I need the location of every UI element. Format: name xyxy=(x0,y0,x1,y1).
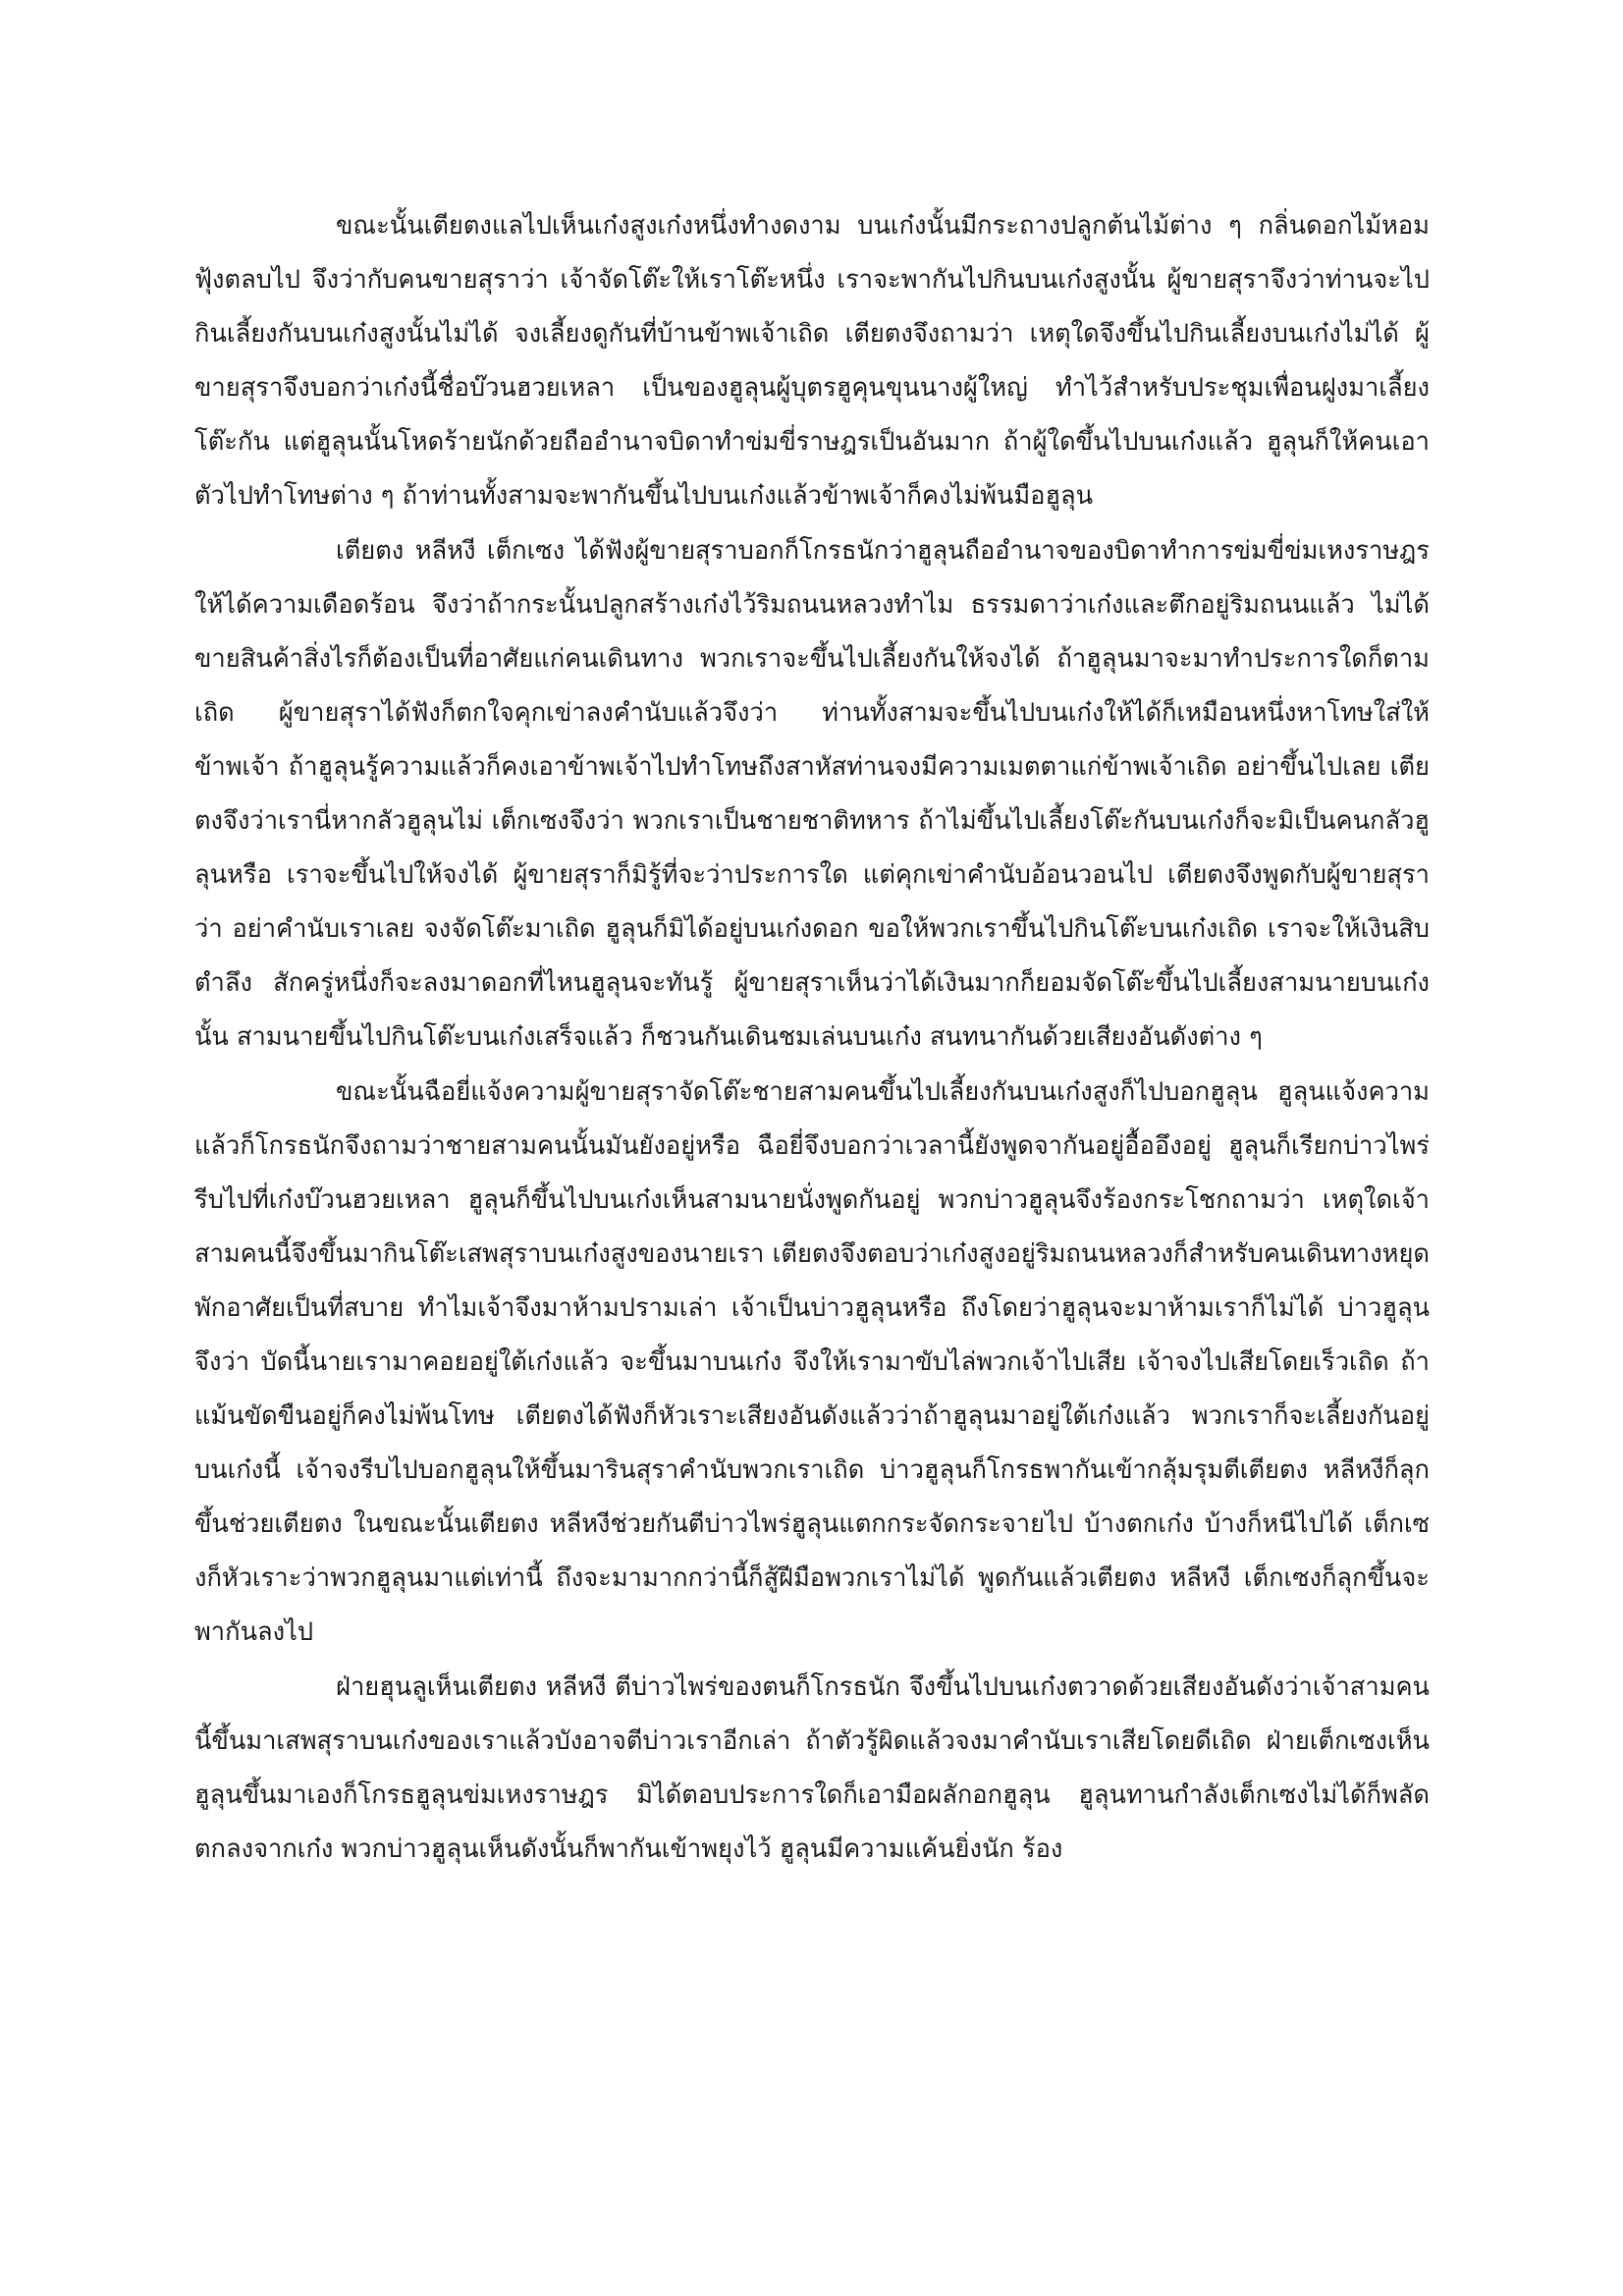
paragraph-1: ขณะนั้นเตียตงแลไปเห็นเก๋งสูงเก๋งหนึ่งทำงดงาม บนเก๋งนั้นมีกระถางปลูกต้นไม้ต่าง ๆ กลิ่นดอกไม้หอมฟุ้งตลบไป จึงว่ากับคนขายสุราว่า เจ้าจัดโต๊ะให้เราโต๊ะหนึ่ง เราจะพากันไปกินบนเก๋งสูงนั้น ผู้ขายสุราจึงว่าท่านจะไปกินเลี้ยงกันบนเก๋งสูงนั้นไม่ได้ จงเลี้ยงดูกันที่บ้านข้าพเจ้าเถิด เตียตงจึงถามว่า เหตุใดจึงขึ้นไปกินเลี้ยงบนเก๋งไม่ได้ ผู้ขายสุราจึงบอกว่าเก๋งนี้ชื่อบ๊วนฮวยเหลา เป็นของฮูลุนผู้บุตรฮูคุนขุนนางผู้ใหญ่ ทำไว้สำหรับประชุมเพื่อนฝูงมาเลี้ยงโต๊ะกัน แต่ฮูลุนนั้นโหดร้ายนักด้วยถืออำนาจบิดาทำข่มขี่ราษฎรเป็นอันมาก ถ้าผู้ใดขึ้นไปบนเก๋งแล้ว ฮูลุนก็ให้คนเอาตัวไปทำโทษต่าง ๆ ถ้าท่านทั้งสามจะพากันขึ้นไปบนเก๋งแล้วข้าพเจ้าก็คงไม่พ้นมือฮูลุน xyxy=(194,211,1430,512)
paragraph-4: ฝ่ายฮุนลูเห็นเตียตง หลีหงี ตีบ่าวไพร่ของตนก็โกรธนัก จึงขึ้นไปบนเก๋งตวาดด้วยเสียงอันดังว่าเจ้าสามคนนี้ขึ้นมาเสพสุราบนเก๋งของเราแล้วบังอาจตีบ่าวเราอีกเล่า ถ้าตัวรู้ผิดแล้วจงมาคำนับเราเสียโดยดีเถิด ฝ่ายเต็กเซงเห็นฮูลุนขึ้นมาเองก็โกรธฮูลุนข่มเหงราษฎร มิได้ตอบประการใดก็เอามือผลักอกฮูลุน ฮูลุนทานกำลังเต็กเซงไม่ได้ก็พลัดตกลงจากเก๋ง พวกบ่าวฮูลุนเห็นดังนั้นก็พากันเข้าพยุงไว้ ฮูลุนมีความแค้นยิ่งนัก ร้อง xyxy=(194,1671,1430,1864)
paragraph-3: ขณะนั้นฉือยี่แจ้งความผู้ขายสุราจัดโต๊ะชายสามคนขึ้นไปเลี้ยงกันบนเก๋งสูงก็ไปบอกฮูลุน ฮูลุนแจ้งความแล้วก็โกรธนักจึงถามว่าชายสามคนนั้นมันยังอยู่หรือ ฉือยี่จึงบอกว่าเวลานี้ยังพูดจากันอยู่อื้ออึงอยู่ ฮูลุนก็เรียกบ่าวไพร่รีบไปที่เก๋งบ๊วนฮวยเหลา ฮูลุนก็ขึ้นไปบนเก๋งเห็นสามนายนั่งพูดกันอยู่ พวกบ่าวฮูลุนจึงร้องกระโชกถามว่า เหตุใดเจ้าสามคนนี้จึงขึ้นมากินโต๊ะเสพสุราบนเก๋งสูงของนายเรา เตียตงจึงตอบว่าเก๋งสูงอยู่ริมถนนหลวงก็สำหรับคนเดินทางหยุดพักอาศัยเป็นที่สบาย ทำไมเจ้าจึงมาห้ามปรามเล่า เจ้าเป็นบ่าวฮูลุนหรือ ถึงโดยว่าฮูลุนจะมาห้ามเราก็ไม่ได้ บ่าวฮูลุนจึงว่า บัดนี้นายเรามาคอยอยู่ใต้เก๋งแล้ว จะขึ้นมาบนเก๋ง จึงให้เรามาขับไล่พวกเจ้าไปเสีย เจ้าจงไปเสียโดยเร็วเถิด ถ้าแม้นขัดขืนอยู่ก็คงไม่พ้นโทษ เตียตงได้ฟังก็หัวเราะเสียงอันดังแล้วว่าถ้าฮูลุนมาอยู่ใต้เก๋งแล้ว พวกเราก็จะเลี้ยงกันอยู่บนเก๋งนี้ เจ้าจงรีบไปบอกฮูลุนให้ขึ้นมารินสุราคำนับพวกเราเถิด บ่าวฮูลุนก็โกรธพากันเข้ากลุ้มรุมตีเตียตง หลีหงีก็ลุกขึ้นช่วยเตียตง ในขณะนั้นเตียตง หลีหงีช่วยกันตีบ่าวไพร่ฮูลุนแตกกระจัดกระจายไป บ้างตกเก๋ง บ้างก็หนีไปได้ เต็กเซงก็หัวเราะว่าพวกฮูลุนมาแต่เท่านี้ ถึงจะมามากกว่านี้ก็สู้ฝีมือพวกเราไม่ได้ พูดกันแล้วเตียตง หลีหงี เต็กเซงก็ลุกขึ้นจะพากันลงไป xyxy=(194,1076,1430,1648)
body-text xyxy=(194,199,1430,1877)
paragraph-2: เตียตง หลีหงี เต็กเซง ได้ฟังผู้ขายสุราบอกก็โกรธนักว่าฮูลุนถืออำนาจของบิดาทำการข่มขี่ข่มเหงราษฎรให้ได้ความเดือดร้อน จึงว่าถ้ากระนั้นปลูกสร้างเก๋งไว้ริมถนนหลวงทำไม ธรรมดาว่าเก๋งและตึกอยู่ริมถนนแล้ว ไม่ได้ขายสินค้าสิ่งไรก็ต้องเป็นที่อาศัยแก่คนเดินทาง พวกเราจะขึ้นไปเลี้ยงกันให้จงได้ ถ้าฮูลุนมาจะมาทำประการใดก็ตามเถิด ผู้ขายสุราได้ฟังก็ตกใจคุกเข่าลงคำนับแล้วจึงว่า ท่านทั้งสามจะขึ้นไปบนเก๋งให้ได้ก็เหมือนหนึ่งหาโทษใส่ให้ข้าพเจ้า ถ้าฮูลุนรู้ความแล้วก็คงเอาข้าพเจ้าไปทำโทษถึงสาหัสท่านจงมีความเมตตาแก่ข้าพเจ้าเถิด อย่าขึ้นไปเลย เตียตงจึงว่าเรานี่หากลัวฮูลุนไม่ เต็กเซงจึงว่า พวกเราเป็นชายชาติทหาร ถ้าไม่ขึ้นไปเลี้ยงโต๊ะกันบนเก๋งก็จะมิเป็นคนกลัวฮูลุนหรือ เราจะขึ้นไปให้จงได้ ผู้ขายสุราก็มิรู้ที่จะว่าประการใด แต่คุกเข่าคำนับอ้อนวอนไป เตียตงจึงพูดกับผู้ขายสุราว่า อย่าคำนับเราเลย จงจัดโต๊ะมาเถิด ฮูลุนก็มิได้อยู่บนเก๋งดอก ขอให้พวกเราขึ้นไปกินโต๊ะบนเก๋งเถิด เราจะให้เงินสิบตำลึง สักครู่หนึ่งก็จะลงมาดอกที่ไหนฮูลุนจะทันรู้ ผู้ขายสุราเห็นว่าได้เงินมากก็ยอมจัดโต๊ะขึ้นไปเลี้ยงสามนายบนเก๋งนั้น สามนายขึ้นไปกินโต๊ะบนเก๋งเสร็จแล้ว ก็ชวนกันเดินชมเล่นบนเก๋ง สนทนากันด้วยเสียงอันดังต่าง ๆ xyxy=(194,535,1430,1053)
